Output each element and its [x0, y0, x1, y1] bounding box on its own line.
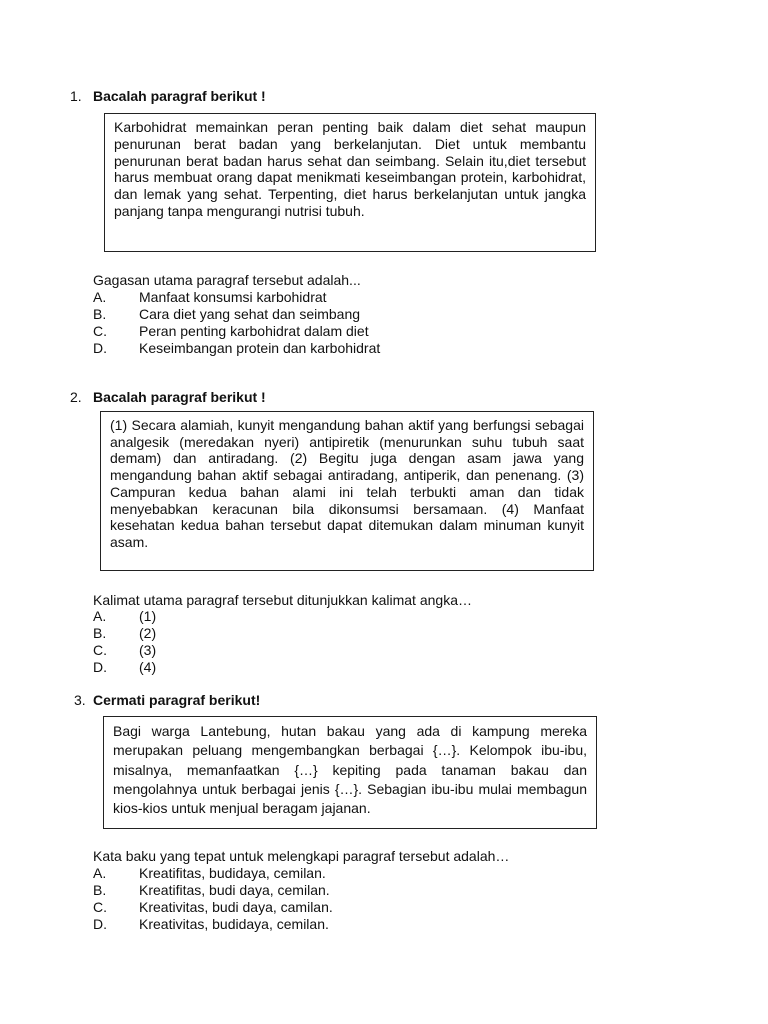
- question-number: 2.: [70, 389, 82, 405]
- question-2-options: [93, 608, 156, 676]
- question-number: 1.: [70, 88, 82, 104]
- option-text: (4): [139, 659, 157, 675]
- option-letter: D.: [93, 916, 107, 932]
- question-1-options: [93, 289, 380, 357]
- option-letter: B.: [93, 306, 107, 322]
- option-text: (1): [139, 608, 157, 624]
- option-d[interactable]: [93, 916, 333, 933]
- option-d[interactable]: [93, 659, 156, 676]
- option-a[interactable]: [93, 289, 380, 306]
- option-letter: D.: [93, 659, 107, 675]
- question-title: Cermati paragraf berikut!: [93, 692, 261, 708]
- option-text: Kreativitas, budidaya, cemilan.: [139, 916, 329, 932]
- question-3-prompt: Kata baku yang tepat untuk melengkapi paragraf tersebut adalah…: [93, 848, 510, 864]
- option-letter: C.: [93, 323, 107, 339]
- option-letter: A.: [93, 608, 107, 624]
- option-c[interactable]: [93, 642, 156, 659]
- option-a[interactable]: [93, 865, 333, 882]
- option-text: Kreatifitas, budidaya, cemilan.: [139, 865, 326, 881]
- question-title: Bacalah paragraf berikut !: [93, 389, 266, 405]
- passage-text: (1) Secara alamiah, kunyit mengandung bahan aktif yang berfungsi sebagai analgesik (meredakan nyeri) antipiretik (menurunkan suhu tubuh saat demam) dan antiradang. (2) Begitu juga dengan asam jawa yang mengandung bahan aktif sebagai antiradang, antiperik, dan penenang. (3) Campuran kedua bahan alami ini telah terbukti aman dan tidak menyebabkan keracunan bila dikonsumsi bersamaan. (4) Manfaat kesehatan kedua bahan tersebut dapat ditemukan dalam minuman kunyit asam.: [110, 417, 584, 550]
- option-d[interactable]: [93, 340, 380, 357]
- option-b[interactable]: [93, 882, 333, 899]
- passage-box-1: [104, 113, 596, 252]
- option-text: Peran penting karbohidrat dalam diet: [139, 323, 369, 339]
- option-c[interactable]: [93, 899, 333, 916]
- option-letter: B.: [93, 882, 107, 898]
- option-letter: A.: [93, 865, 107, 881]
- question-2-heading: [70, 389, 266, 406]
- passage-text: Bagi warga Lantebung, hutan bakau yang ada di kampung mereka merupakan peluang mengembangkan berbagai {…}. Kelompok ibu-ibu, misalnya, memanfaatkan {…} kepiting pada tanaman bakau dan mengolahnya untuk berbagai jenis {…}. Sebagian ibu-ibu mulai membagun kios-kios untuk menjual beragam jajanan.: [113, 723, 587, 817]
- option-text: Cara diet yang sehat dan seimbang: [139, 306, 361, 322]
- question-1-heading: [70, 88, 266, 105]
- option-letter: A.: [93, 289, 107, 305]
- question-number: 3.: [74, 692, 86, 708]
- option-letter: D.: [93, 340, 107, 356]
- question-title: Bacalah paragraf berikut !: [93, 88, 266, 104]
- option-text: Kreativitas, budi daya, camilan.: [139, 899, 333, 915]
- passage-text: Karbohidrat memainkan peran penting baik dalam diet sehat maupun penurunan berat badan yang berkelanjutan. Diet untuk membantu penurunan berat badan harus sehat dan seimbang. Selain itu,diet tersebut harus membuat orang dapat menikmati keseimbangan protein, karbohidrat, dan lemak yang sehat. Terpenting, diet harus berkelanjutan untuk jangka panjang tanpa mengurangi nutrisi tubuh.: [114, 119, 586, 219]
- option-letter: B.: [93, 625, 107, 641]
- option-b[interactable]: [93, 306, 380, 323]
- passage-box-3: [103, 716, 597, 829]
- question-2-prompt: Kalimat utama paragraf tersebut ditunjukkan kalimat angka…: [93, 592, 472, 608]
- option-text: Manfaat konsumsi karbohidrat: [139, 289, 327, 305]
- question-1-prompt: Gagasan utama paragraf tersebut adalah...: [93, 272, 361, 288]
- option-c[interactable]: [93, 323, 380, 340]
- option-letter: C.: [93, 899, 107, 915]
- passage-box-2: [100, 411, 594, 571]
- question-3-options: [93, 865, 333, 933]
- question-3-heading: [74, 692, 260, 709]
- option-text: (2): [139, 625, 157, 641]
- option-text: Kreatifitas, budi daya, cemilan.: [139, 882, 330, 898]
- option-b[interactable]: [93, 625, 156, 642]
- option-a[interactable]: [93, 608, 156, 625]
- option-text: (3): [139, 642, 157, 658]
- option-text: Keseimbangan protein dan karbohidrat: [139, 340, 381, 356]
- option-letter: C.: [93, 642, 107, 658]
